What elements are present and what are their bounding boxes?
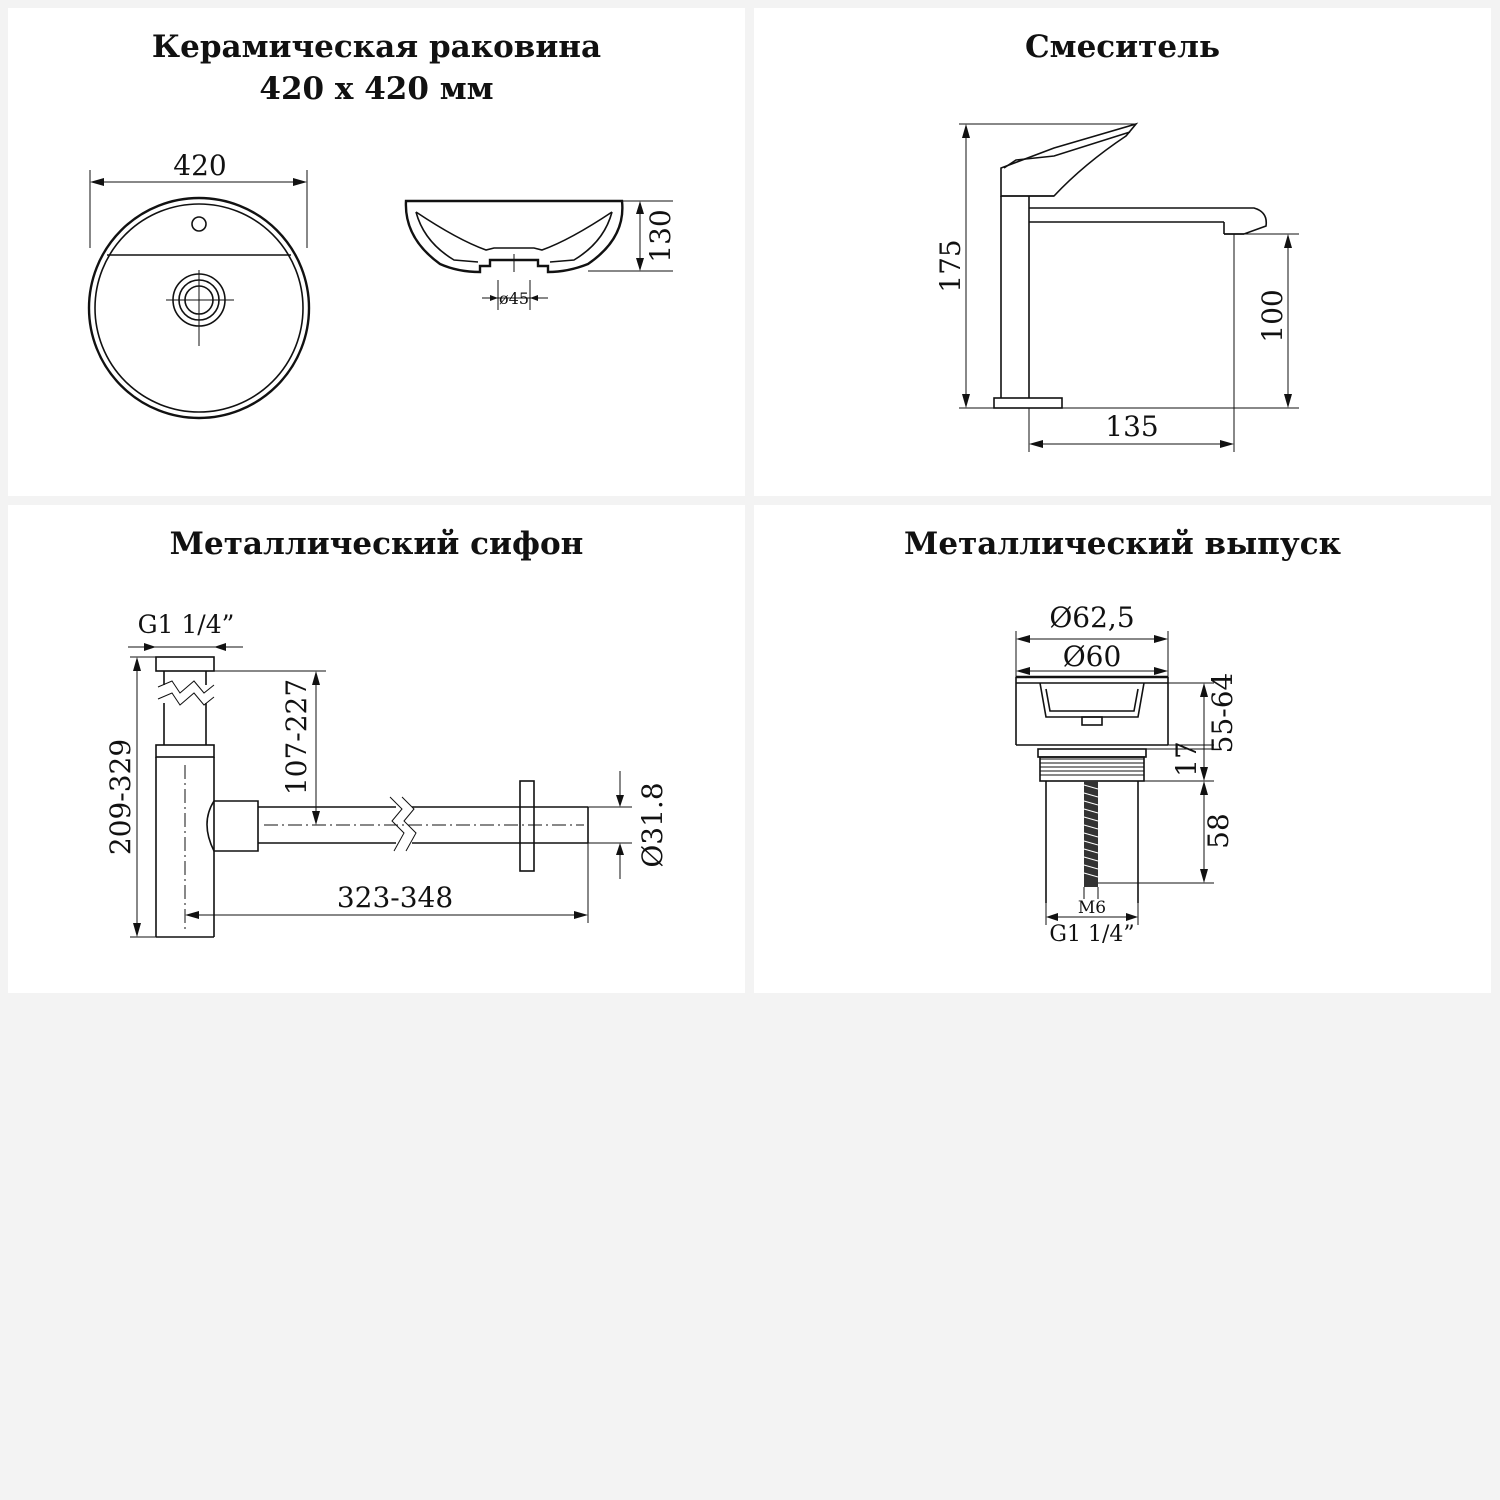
siphon-pipe-label: Ø31.8: [636, 782, 669, 868]
sink-width-label: 420: [173, 149, 227, 182]
sink-title-line2: 420 х 420 мм: [259, 71, 494, 107]
siphon-title: Металлический сифон: [169, 526, 584, 562]
mixer-outline: [994, 124, 1266, 408]
mixer-drawing: [754, 8, 1491, 496]
drain-tail-dimension: [1098, 781, 1235, 883]
panel-mixer: [754, 8, 1491, 496]
siphon-inlet-dimension: [214, 671, 326, 825]
siphon-length-label: 323-348: [336, 881, 454, 914]
siphon-height-label: 209-329: [104, 738, 137, 856]
drain-bottom-dimension: [1046, 887, 1138, 947]
mixer-title: Смеситель: [1024, 29, 1221, 65]
drain-outer-dimension: [1016, 601, 1168, 681]
sink-drawing: [8, 8, 745, 496]
siphon-length-dimension: [185, 843, 588, 923]
sink-drain-label: ø45: [499, 289, 529, 308]
drain-outline: [1016, 677, 1168, 903]
mixer-height-dimension: [934, 124, 1136, 408]
panel-metal-siphon: [8, 505, 745, 993]
siphon-height-dimension: [104, 657, 156, 937]
drain-tail-label: 58: [1202, 813, 1235, 849]
drain-drawing: [754, 505, 1491, 993]
drain-bolt-label: M6: [1077, 898, 1107, 918]
siphon-thread-label: G1 1/4”: [137, 610, 235, 639]
drain-thread-label: G1 1/4”: [1049, 922, 1135, 947]
drain-thread-len-label: 17: [1170, 741, 1203, 777]
sink-title-line1: Керамическая раковина: [151, 29, 602, 65]
mixer-spout-height-label: 100: [1256, 289, 1289, 343]
drain-title: Металлический выпуск: [904, 526, 1341, 562]
siphon-drawing: [8, 505, 745, 993]
mixer-reach-label: 135: [1105, 410, 1159, 443]
siphon-pipe-dimension: [588, 771, 669, 879]
siphon-inlet-label: 107-227: [280, 678, 313, 796]
mixer-spout-height-dimension: [1062, 234, 1299, 408]
siphon-thread-dimension: [128, 610, 243, 651]
sink-side-view: [406, 201, 677, 310]
panel-ceramic-sink: [8, 8, 745, 496]
drain-adjust-label: 55-64: [1206, 672, 1239, 754]
sink-height-label: 130: [644, 209, 677, 263]
mixer-height-label: 175: [934, 239, 967, 293]
drain-outer-label: Ø62,5: [1049, 601, 1135, 634]
drain-inner-label: Ø60: [1062, 640, 1122, 673]
mixer-reach-dimension: [1029, 234, 1234, 452]
sink-top-view: [89, 198, 309, 418]
panel-metal-drain: [754, 505, 1491, 993]
